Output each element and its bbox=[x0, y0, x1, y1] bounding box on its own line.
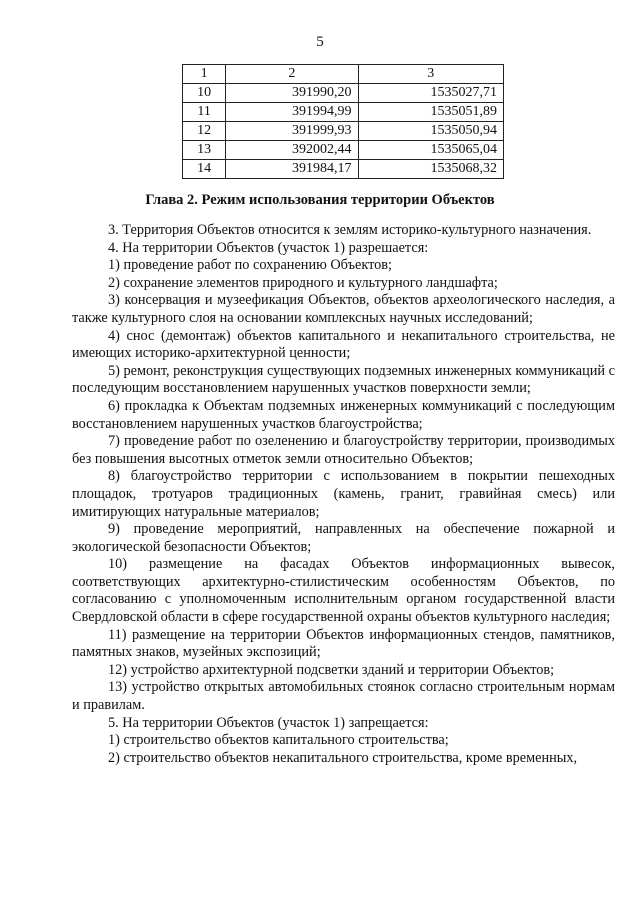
paragraph: 1) проведение работ по сохранению Объектов; bbox=[108, 257, 393, 274]
table-cell: 391999,93 bbox=[226, 122, 358, 141]
table-header-row bbox=[183, 65, 504, 84]
paragraph: 12) устройство архитектурной подсветки зданий и территории Объектов; bbox=[108, 661, 555, 678]
paragraph: 3) консервация и музеефикация Объектов, объектов археологического наследия, а также культурного слоя на основании комплексных научных исследований; bbox=[72, 292, 615, 326]
table-row bbox=[183, 122, 504, 141]
paragraph: 9) проведение мероприятий, направленных на обеспечение пожарной и экологической безопасности Объектов; bbox=[72, 521, 615, 555]
table-cell: 12 bbox=[183, 122, 226, 141]
paragraph: 4) снос (демонтаж) объектов капитального и некапитального строительства, не имеющих историко-архитектурной ценности; bbox=[72, 327, 615, 362]
table-cell: 1535065,04 bbox=[358, 141, 504, 160]
paragraph: 11) размещение на территории Объектов информационных стендов, памятников, памятных знаков, музейных экспозиций; bbox=[72, 626, 615, 661]
table-row bbox=[183, 84, 504, 103]
paragraph: 5. На территории Объектов (участок 1) запрещается: bbox=[108, 714, 429, 731]
table-cell: 392002,44 bbox=[226, 141, 358, 160]
table-header-cell: 3 bbox=[358, 65, 504, 84]
table-cell: 391994,99 bbox=[226, 103, 358, 122]
table-cell: 391984,17 bbox=[226, 160, 358, 179]
table-row bbox=[183, 141, 504, 160]
paragraph: 8) благоустройство территории с использованием в покрытии пешеходных площадок, тротуаров традиционных (камень, гранит, гравийная смесь) или имитирующих натуральные материалов; bbox=[72, 468, 615, 520]
table-row bbox=[183, 160, 504, 179]
paragraph: 6) прокладка к Объектам подземных инженерных коммуникаций с последующим восстановлением нарушенных участков благоустройства; bbox=[72, 397, 615, 432]
chapter-title: Глава 2. Режим использования территории Объектов bbox=[145, 192, 495, 208]
page-number: 5 bbox=[316, 34, 324, 50]
table-cell: 10 bbox=[183, 84, 226, 103]
table-cell: 1535050,94 bbox=[358, 122, 504, 141]
table-header-cell: 1 bbox=[183, 65, 226, 84]
paragraph: 1) строительство объектов капитального строительства; bbox=[108, 732, 449, 749]
table-cell: 13 bbox=[183, 141, 226, 160]
paragraph: 3. Территория Объектов относится к землям историко-культурного назначения. bbox=[108, 222, 592, 238]
table-cell: 1535068,32 bbox=[358, 160, 504, 179]
paragraph: 13) устройство открытых автомобильных стоянок согласно строительным нормам и правилам. bbox=[72, 679, 615, 714]
paragraph: 2) строительство объектов некапитального строительства, кроме временных, bbox=[108, 749, 578, 766]
paragraph: 2) сохранение элементов природного и культурного ландшафта; bbox=[108, 274, 498, 291]
table-cell: 11 bbox=[183, 103, 226, 122]
table-cell: 391990,20 bbox=[226, 84, 358, 103]
paragraph: 7) проведение работ по озеленению и благоустройству территории, производимых без повышения высотных отметок земли относительно Объектов; bbox=[72, 433, 615, 467]
paragraph: 10) размещение на фасадах Объектов информационных вывесок, соответствующих архитектурно-стилистическим особенностям Объектов, по согласованию с уполномоченным исполнительным органом государственной власти Свердловской области в сфере государственной охраны объектов культурного наследия; bbox=[72, 556, 615, 626]
table-row bbox=[183, 103, 504, 122]
table-header-cell: 2 bbox=[226, 65, 358, 84]
paragraph: 5) ремонт, реконструкция существующих подземных инженерных коммуникаций с последующим восстановлением нарушенных участков поверхности земли; bbox=[72, 362, 615, 397]
paragraph: 4. На территории Объектов (участок 1) разрешается: bbox=[108, 239, 429, 256]
table-cell: 14 bbox=[183, 160, 226, 179]
table-cell: 1535051,89 bbox=[358, 103, 504, 122]
coordinates-table bbox=[182, 64, 504, 179]
body-text bbox=[72, 222, 615, 767]
table-cell: 1535027,71 bbox=[358, 84, 504, 103]
